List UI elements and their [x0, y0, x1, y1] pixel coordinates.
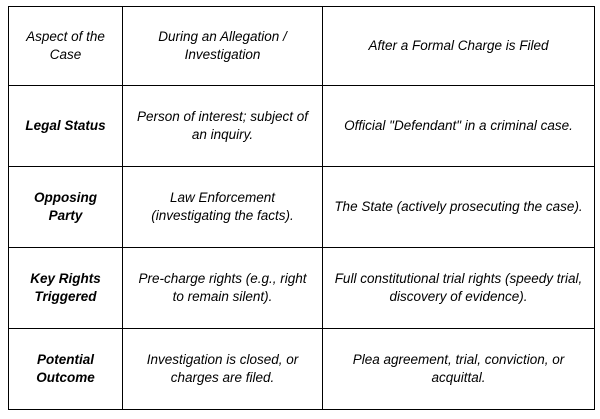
- table-header-row: [9, 7, 595, 86]
- header-after-formal-charge: After a Formal Charge is Filed: [323, 7, 595, 86]
- table-row: [9, 86, 595, 167]
- cell-during-potential-outcome: Investigation is closed, or charges are filed.: [123, 329, 323, 410]
- row-label-key-rights: Key Rights Triggered: [9, 248, 123, 329]
- cell-after-legal-status: Official "Defendant" in a criminal case.: [323, 86, 595, 167]
- cell-after-opposing-party: The State (actively prosecuting the case).: [323, 167, 595, 248]
- row-label-potential-outcome: Potential Outcome: [9, 329, 123, 410]
- header-during-allegation: During an Allegation / Investigation: [123, 7, 323, 86]
- table-row: [9, 329, 595, 410]
- cell-after-potential-outcome: Plea agreement, trial, conviction, or acquittal.: [323, 329, 595, 410]
- cell-after-key-rights: Full constitutional trial rights (speedy trial, discovery of evidence).: [323, 248, 595, 329]
- cell-during-opposing-party: Law Enforcement (investigating the facts).: [123, 167, 323, 248]
- comparison-table: [8, 6, 595, 410]
- row-label-opposing-party: Opposing Party: [9, 167, 123, 248]
- cell-during-key-rights: Pre-charge rights (e.g., right to remain silent).: [123, 248, 323, 329]
- row-label-legal-status: Legal Status: [9, 86, 123, 167]
- table-row: [9, 167, 595, 248]
- table-row: [9, 248, 595, 329]
- header-aspect-of-the-case: Aspect of the Case: [9, 7, 123, 86]
- cell-during-legal-status: Person of interest; subject of an inquiry.: [123, 86, 323, 167]
